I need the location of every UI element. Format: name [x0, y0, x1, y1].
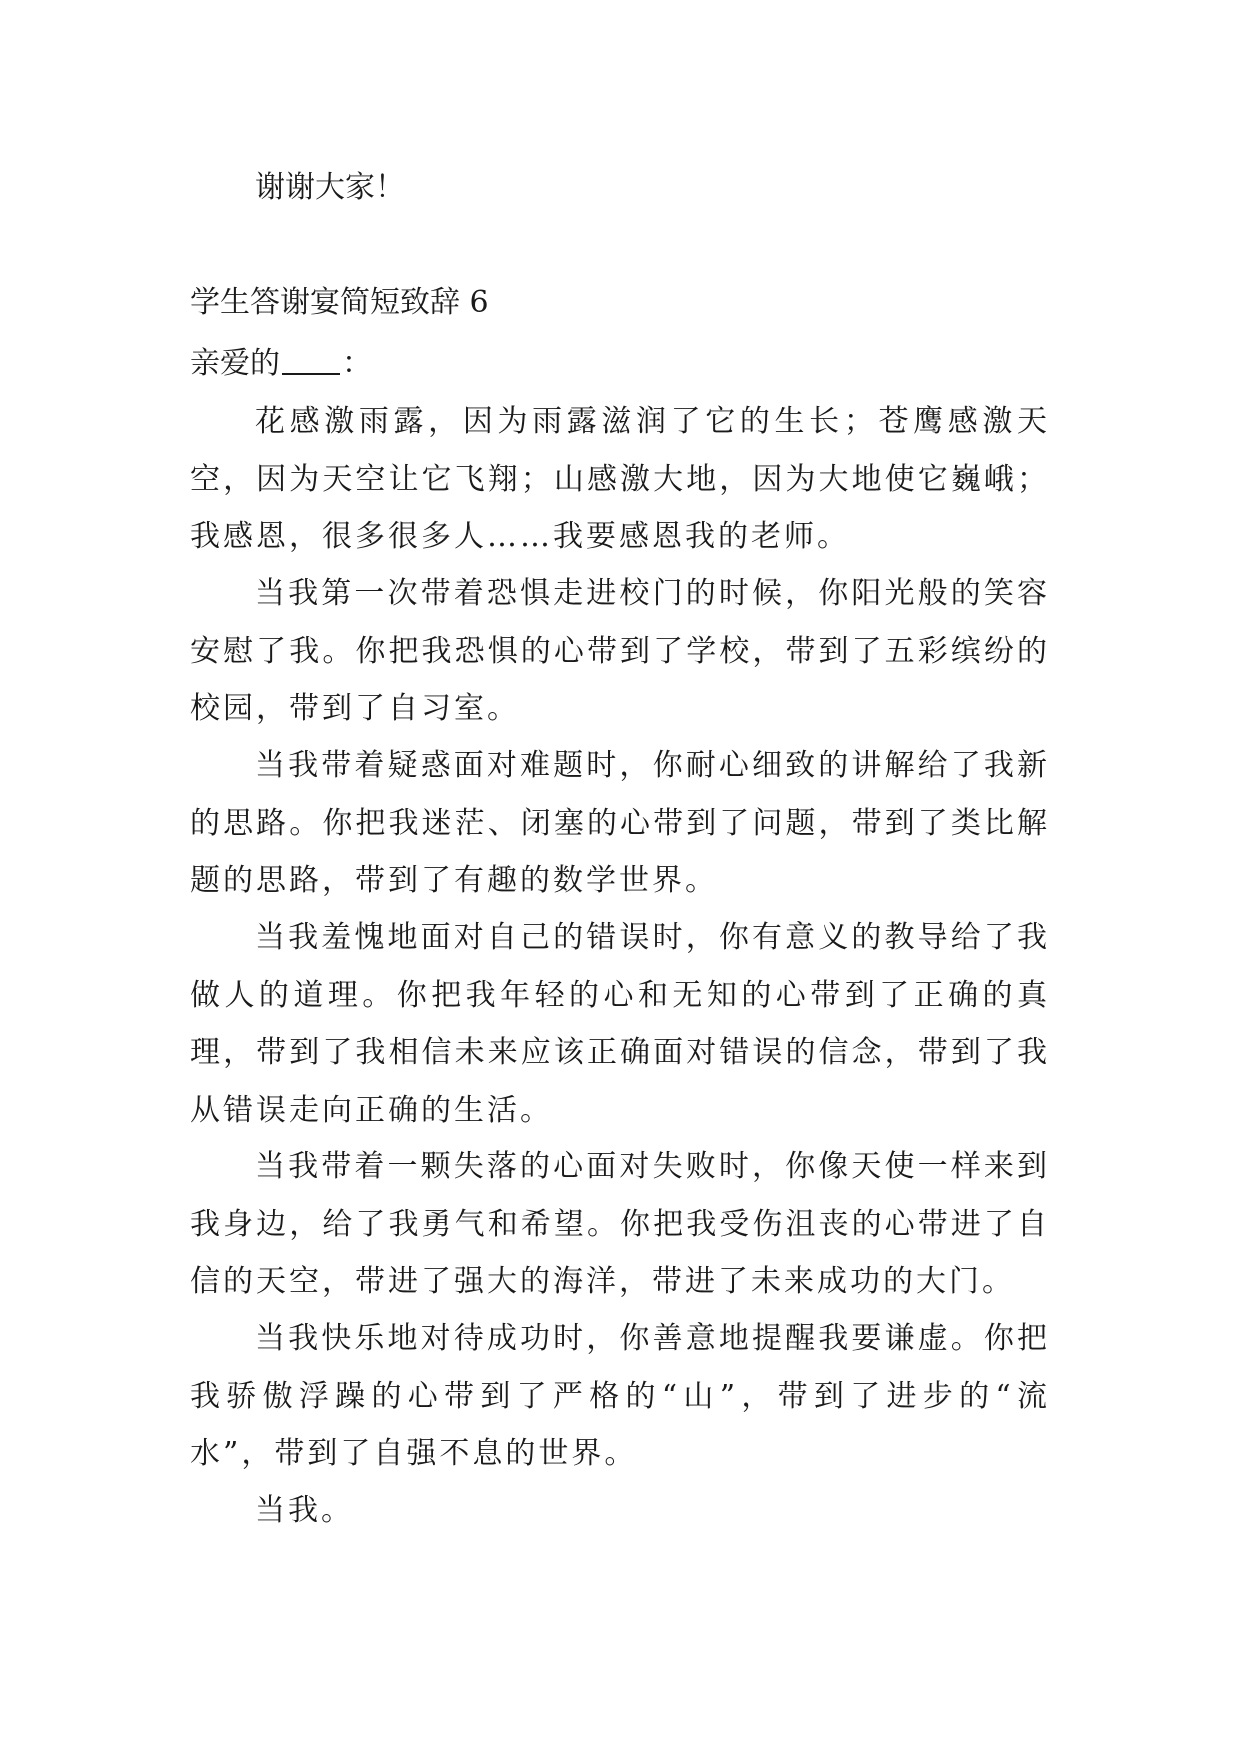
section-heading: 学生答谢宴简短致辞 6: [190, 285, 489, 320]
paragraph-success: 当我快乐地对待成功时，你善意地提醒我要谦虚。你把我骄傲浮躁的心带到了严格的“山”，带到了进步的“流水”，带到了自强不息的世界。: [190, 1321, 1050, 1471]
paragraph-mistakes: 当我羞愧地面对自己的错误时，你有意义的教导给了我做人的道理。你把我年轻的心和无知的心带到了正确的真理，带到了我相信未来应该正确面对错误的信念，带到了我从错误走向正确的生活。: [190, 920, 1050, 1128]
greeting-suffix: ：: [342, 346, 372, 381]
fill-in-blank: [282, 347, 340, 375]
paragraph-truncated: 当我。: [255, 1493, 354, 1528]
closing-thanks: 谢谢大家！: [255, 170, 405, 205]
paragraph-failure: 当我带着一颗失落的心面对失败时，你像天使一样来到我身边，给了我勇气和希望。你把我受伤沮丧的心带进了自信的天空，带进了强大的海洋，带进了未来成功的大门。: [190, 1149, 1050, 1299]
greeting-prefix: 亲爱的: [190, 346, 280, 381]
paragraph-gratitude-nature: 花感激雨露，因为雨露滋润了它的生长；苍鹰感激天空，因为天空让它飞翔；山感激大地，因为大地使它巍峨；我感恩，很多很多人……我要感恩我的老师。: [190, 404, 1050, 554]
greeting-line: [190, 344, 372, 384]
paragraph-first-day: 当我第一次带着恐惧走进校门的时候，你阳光般的笑容安慰了我。你把我恐惧的心带到了学校，带到了五彩缤纷的校园，带到了自习室。: [190, 576, 1050, 726]
paragraph-difficult-problems: 当我带着疑惑面对难题时，你耐心细致的讲解给了我新的思路。你把我迷茫、闭塞的心带到了问题，带到了类比解题的思路，带到了有趣的数学世界。: [190, 748, 1050, 898]
